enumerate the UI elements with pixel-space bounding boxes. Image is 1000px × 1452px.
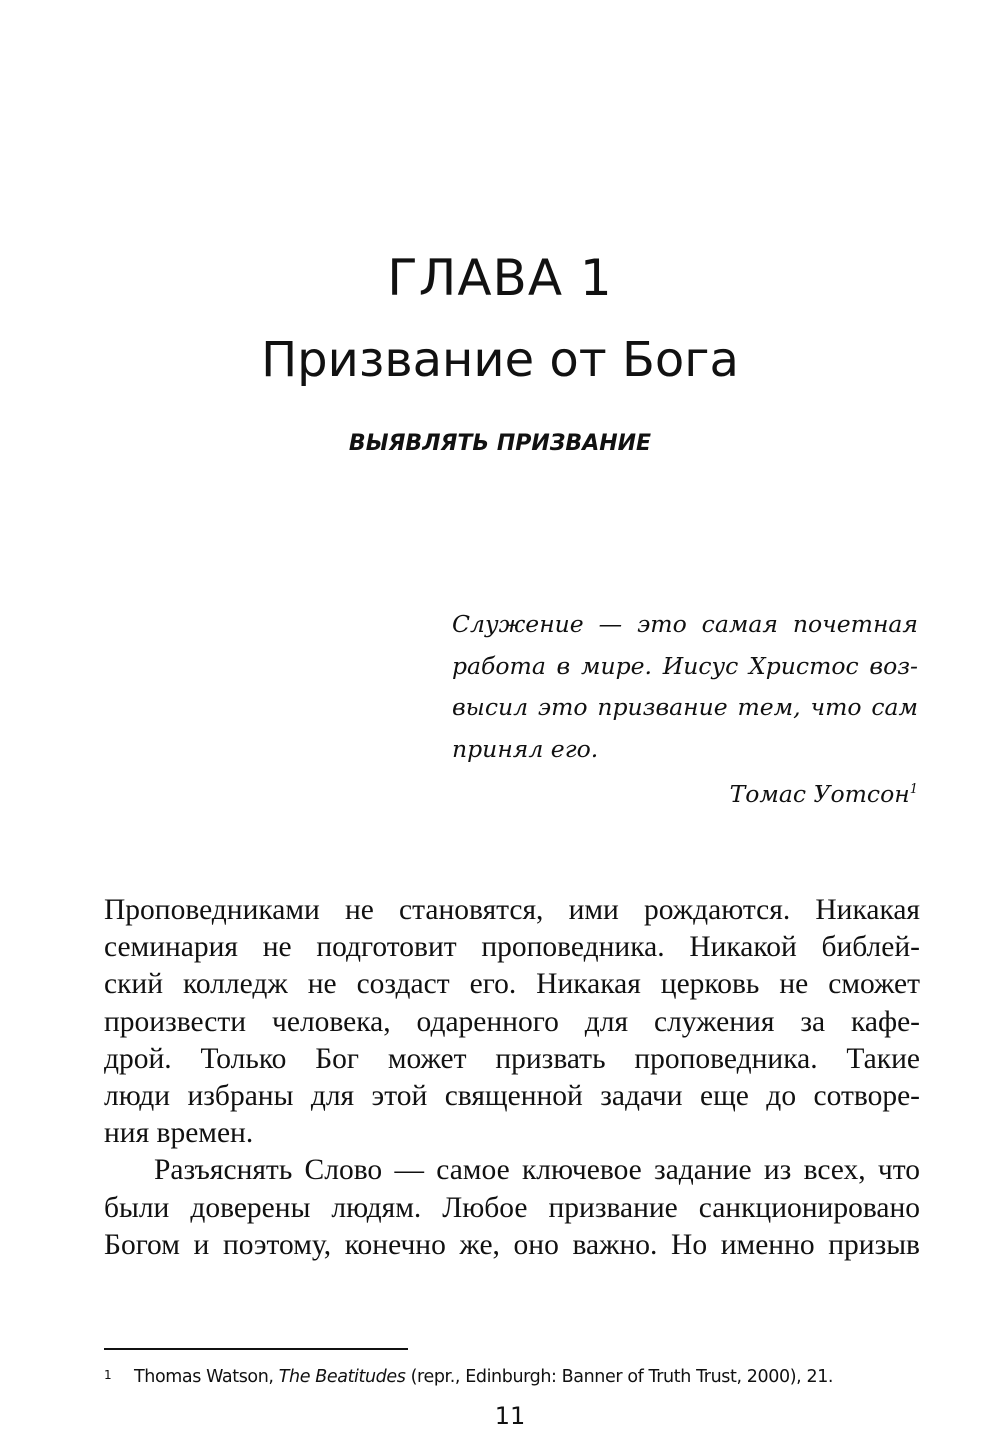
paragraph-line: дрой. Только Бог может призвать проповедника. Такие: [104, 1042, 920, 1075]
epigraph-line: высил это призвание тем, что сам: [452, 693, 918, 721]
paragraph-line: Проповедниками не становятся, ими рождаются. Никакая: [104, 894, 920, 926]
epigraph-author: Томас Уотсон: [729, 779, 910, 808]
chapter-label: ГЛАВА 1: [387, 249, 613, 307]
epigraph-line: работа в мире. Иисус Христос воз-: [452, 651, 918, 680]
epigraph-line: принял его.: [452, 734, 599, 763]
chapter-title: Призвание от Бога: [261, 332, 739, 388]
paragraph-line: Богом и поэтому, конечно же, оно важно. Но именно призыв: [104, 1228, 920, 1261]
footnote-details: (repr., Edinburgh: Banner of Truth Trust, 2000), 21.: [410, 1367, 834, 1387]
footnote-book-title: The Beatitudes: [278, 1367, 406, 1387]
paragraph-line: были доверены людям. Любое призвание санкционировано: [104, 1191, 920, 1224]
footnote-divider: [104, 1348, 408, 1350]
epigraph-line: Служение — это самая почетная: [452, 610, 918, 638]
paragraph-line: семинария не подготовит проповедника. Никакой библей-: [104, 931, 920, 964]
paragraph-line: Разъяснять Слово — самое ключевое задание из всех, что: [154, 1154, 920, 1187]
paragraph-line: люди избраны для этой священной задачи еще до сотворе-: [104, 1080, 920, 1113]
footnote-reference[interactable]: 1: [909, 782, 918, 797]
epigraph: [452, 604, 918, 770]
epigraph-author-block: [452, 770, 918, 814]
section-heading: ВЫЯВЛЯТЬ ПРИЗВАНИЕ: [348, 431, 652, 456]
footnote: [104, 1362, 934, 1390]
paragraph-line: ния времен.: [104, 1117, 254, 1150]
footnote-author: Thomas Watson,: [134, 1367, 274, 1387]
body-text: [104, 892, 920, 1264]
paragraph-line: ский колледж не создаст его. Никакая церковь не сможет: [104, 968, 920, 1001]
page-number: 11: [494, 1402, 526, 1430]
footnote-number: 1: [104, 1368, 112, 1382]
paragraph-line: произвести человека, одаренного для служения за кафе-: [104, 1005, 920, 1038]
